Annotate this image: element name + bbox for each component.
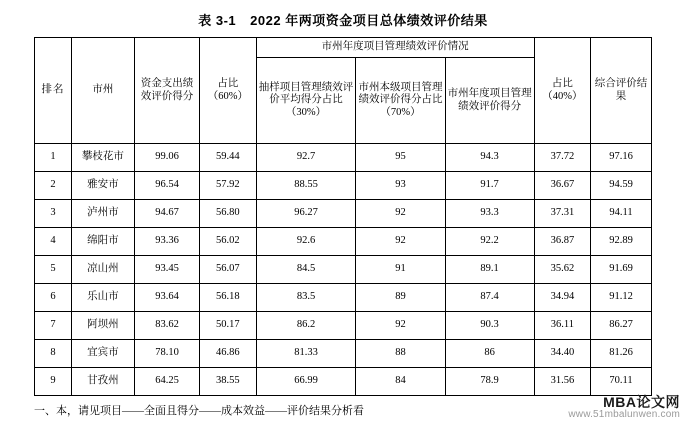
cell-total: 81.26 bbox=[591, 340, 652, 368]
cell-pct40: 37.72 bbox=[534, 144, 590, 172]
cell-pct40: 35.62 bbox=[534, 256, 590, 284]
cell-pct60: 56.02 bbox=[200, 228, 256, 256]
cell-fund-score: 93.45 bbox=[134, 256, 199, 284]
cell-sampling: 92.7 bbox=[256, 144, 356, 172]
header-fund-score: 资金支出绩效评价得分 bbox=[134, 38, 199, 144]
cell-pct60: 57.92 bbox=[200, 172, 256, 200]
cell-pct40: 34.94 bbox=[534, 284, 590, 312]
header-rank: 排名 bbox=[35, 38, 72, 144]
footnote-text: 一、本，请见项目——全面且得分——成本效益——评价结果分析看 bbox=[34, 405, 364, 417]
table-head bbox=[35, 38, 652, 144]
cell-annual-mgmt: 89.1 bbox=[445, 256, 534, 284]
cell-sampling: 66.99 bbox=[256, 368, 356, 396]
table-row bbox=[35, 200, 652, 228]
cell-fund-score: 83.62 bbox=[134, 312, 199, 340]
cell-sampling: 86.2 bbox=[256, 312, 356, 340]
cell-fund-score: 99.06 bbox=[134, 144, 199, 172]
cell-city-level: 93 bbox=[356, 172, 445, 200]
cell-city-level: 92 bbox=[356, 200, 445, 228]
watermark-title: MBA论文网 bbox=[603, 393, 680, 410]
cell-pct40: 36.11 bbox=[534, 312, 590, 340]
results-table bbox=[34, 37, 652, 396]
cell-pct60: 56.18 bbox=[200, 284, 256, 312]
cell-annual-mgmt: 86 bbox=[445, 340, 534, 368]
table-row bbox=[35, 228, 652, 256]
cell-pct60: 50.17 bbox=[200, 312, 256, 340]
cell-city: 绵阳市 bbox=[71, 228, 134, 256]
cell-total: 70.11 bbox=[591, 368, 652, 396]
cell-city-level: 92 bbox=[356, 312, 445, 340]
cell-pct40: 31.56 bbox=[534, 368, 590, 396]
cell-fund-score: 64.25 bbox=[134, 368, 199, 396]
cell-rank: 7 bbox=[35, 312, 72, 340]
table-row bbox=[35, 256, 652, 284]
watermark-url: www.51mbalunwen.com bbox=[568, 408, 680, 420]
header-city-level: 市州本级项目管理绩效评价得分占比（70%） bbox=[356, 58, 445, 144]
cell-city: 凉山州 bbox=[71, 256, 134, 284]
cell-city-level: 91 bbox=[356, 256, 445, 284]
cell-city: 泸州市 bbox=[71, 200, 134, 228]
cell-annual-mgmt: 78.9 bbox=[445, 368, 534, 396]
cell-pct60: 38.55 bbox=[200, 368, 256, 396]
header-total: 综合评价结果 bbox=[591, 38, 652, 144]
table-row bbox=[35, 284, 652, 312]
table-row bbox=[35, 368, 652, 396]
cell-total: 91.69 bbox=[591, 256, 652, 284]
cell-sampling: 96.27 bbox=[256, 200, 356, 228]
table-body bbox=[35, 144, 652, 396]
cell-annual-mgmt: 93.3 bbox=[445, 200, 534, 228]
header-row-group bbox=[35, 38, 652, 58]
cell-annual-mgmt: 92.2 bbox=[445, 228, 534, 256]
cell-annual-mgmt: 90.3 bbox=[445, 312, 534, 340]
footnote-area bbox=[0, 393, 686, 422]
cell-city: 阿坝州 bbox=[71, 312, 134, 340]
cell-total: 97.16 bbox=[591, 144, 652, 172]
cell-city-level: 92 bbox=[356, 228, 445, 256]
cell-sampling: 88.55 bbox=[256, 172, 356, 200]
cell-annual-mgmt: 87.4 bbox=[445, 284, 534, 312]
cell-pct60: 59.44 bbox=[200, 144, 256, 172]
cell-sampling: 81.33 bbox=[256, 340, 356, 368]
cell-city: 乐山市 bbox=[71, 284, 134, 312]
table-row bbox=[35, 144, 652, 172]
cell-rank: 9 bbox=[35, 368, 72, 396]
cell-pct40: 36.87 bbox=[534, 228, 590, 256]
cell-pct60: 56.80 bbox=[200, 200, 256, 228]
cell-total: 94.11 bbox=[591, 200, 652, 228]
cell-rank: 5 bbox=[35, 256, 72, 284]
cell-city-level: 88 bbox=[356, 340, 445, 368]
cell-city: 宜宾市 bbox=[71, 340, 134, 368]
table-row bbox=[35, 312, 652, 340]
header-annual-mgmt: 市州年度项目管理绩效评价得分 bbox=[445, 58, 534, 144]
cell-fund-score: 78.10 bbox=[134, 340, 199, 368]
cell-total: 92.89 bbox=[591, 228, 652, 256]
header-group-mgmt: 市州年度项目管理绩效评价情况 bbox=[256, 38, 534, 58]
cell-sampling: 92.6 bbox=[256, 228, 356, 256]
cell-pct40: 36.67 bbox=[534, 172, 590, 200]
cell-city-level: 95 bbox=[356, 144, 445, 172]
cell-sampling: 84.5 bbox=[256, 256, 356, 284]
cell-city: 攀枝花市 bbox=[71, 144, 134, 172]
cell-annual-mgmt: 91.7 bbox=[445, 172, 534, 200]
cell-city-level: 89 bbox=[356, 284, 445, 312]
cell-fund-score: 93.36 bbox=[134, 228, 199, 256]
watermark bbox=[568, 395, 680, 420]
header-sampling: 抽样项目管理绩效评价平均得分占比（30%） bbox=[256, 58, 356, 144]
cell-annual-mgmt: 94.3 bbox=[445, 144, 534, 172]
cell-fund-score: 94.67 bbox=[134, 200, 199, 228]
cell-pct60: 56.07 bbox=[200, 256, 256, 284]
cell-total: 91.12 bbox=[591, 284, 652, 312]
cell-fund-score: 93.64 bbox=[134, 284, 199, 312]
cell-total: 86.27 bbox=[591, 312, 652, 340]
caption-number: 表 3-1 bbox=[198, 13, 237, 28]
cell-pct60: 46.86 bbox=[200, 340, 256, 368]
cell-rank: 6 bbox=[35, 284, 72, 312]
table-row bbox=[35, 172, 652, 200]
cell-pct40: 37.31 bbox=[534, 200, 590, 228]
cell-rank: 1 bbox=[35, 144, 72, 172]
cell-rank: 8 bbox=[35, 340, 72, 368]
cell-total: 94.59 bbox=[591, 172, 652, 200]
header-pct60: 占比（60%） bbox=[200, 38, 256, 144]
table-row bbox=[35, 340, 652, 368]
cell-city: 甘孜州 bbox=[71, 368, 134, 396]
header-city: 市州 bbox=[71, 38, 134, 144]
header-pct40: 占比（40%） bbox=[534, 38, 590, 144]
cell-sampling: 83.5 bbox=[256, 284, 356, 312]
cell-pct40: 34.40 bbox=[534, 340, 590, 368]
table-caption bbox=[0, 0, 686, 37]
cell-rank: 2 bbox=[35, 172, 72, 200]
cell-rank: 4 bbox=[35, 228, 72, 256]
cell-rank: 3 bbox=[35, 200, 72, 228]
cell-fund-score: 96.54 bbox=[134, 172, 199, 200]
cell-city-level: 84 bbox=[356, 368, 445, 396]
caption-title: 2022 年两项资金项目总体绩效评价结果 bbox=[250, 13, 488, 28]
cell-city: 雅安市 bbox=[71, 172, 134, 200]
